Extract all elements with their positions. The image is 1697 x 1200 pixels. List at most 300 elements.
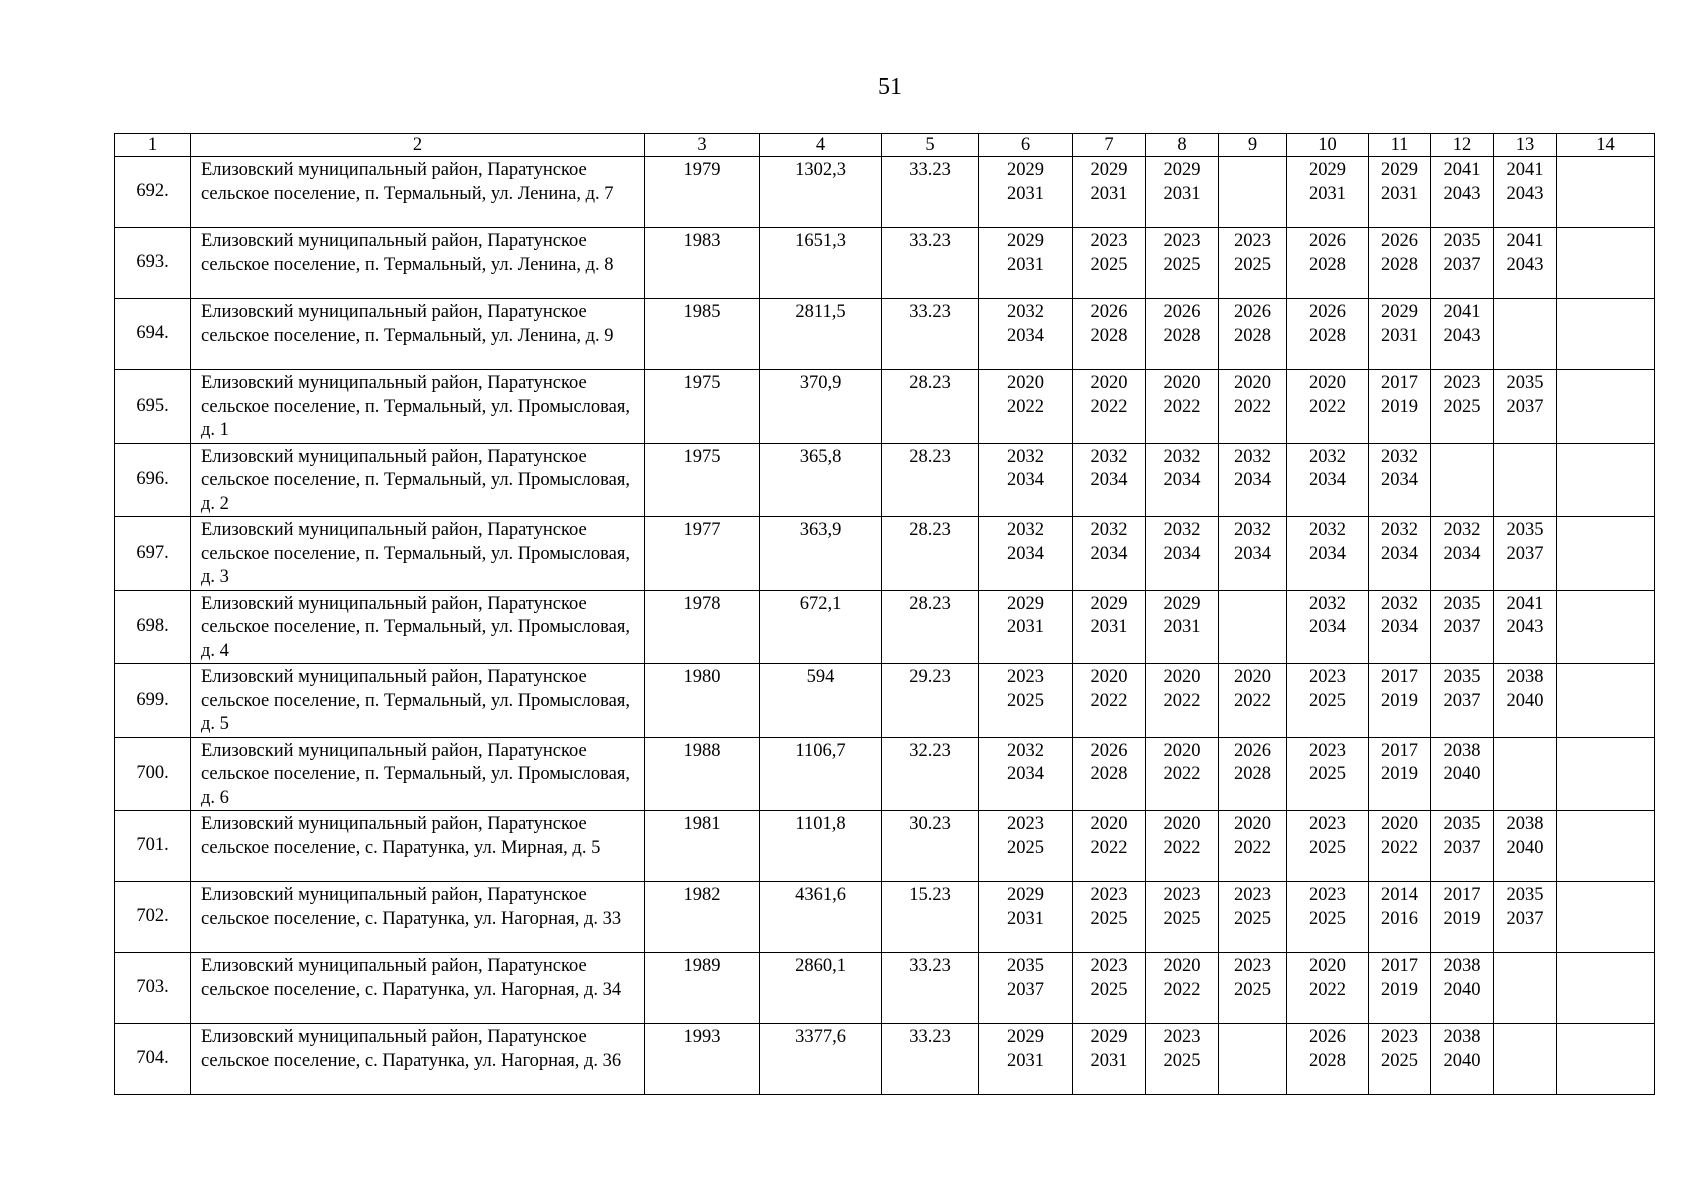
period-end: 2028 xyxy=(1381,254,1418,275)
period-cell xyxy=(1431,953,1494,1024)
address-cell: Елизовский муниципальный район, Паратунское сельское поселение, п. Термальный, ул. Ленина, д. 8 xyxy=(191,228,645,299)
period-start xyxy=(1557,740,1654,764)
period-cell xyxy=(1219,370,1287,444)
period-end: 2034 xyxy=(1163,543,1201,564)
period-cell xyxy=(1431,664,1494,738)
period-end: 2019 xyxy=(1381,764,1418,784)
period-start: 2017 xyxy=(1381,373,1418,393)
period-end: 2037 xyxy=(1506,908,1544,929)
period-end: 2040 xyxy=(1506,690,1544,711)
period-start: 2023 xyxy=(1234,231,1271,251)
period-end xyxy=(1557,616,1654,640)
period-end xyxy=(1219,616,1286,640)
row-number-cell: 699. xyxy=(115,664,191,738)
period-cell xyxy=(1431,370,1494,444)
column-header: 12 xyxy=(1431,134,1494,157)
period-cell xyxy=(1494,370,1557,444)
period-cell xyxy=(1494,882,1557,953)
period-cell xyxy=(1431,157,1494,228)
period-cell xyxy=(1219,953,1287,1024)
code-cell: 28.23 xyxy=(882,517,979,591)
period-start: 2035 xyxy=(1506,520,1544,540)
period-end: 2022 xyxy=(1163,837,1201,858)
period-end: 2037 xyxy=(1443,254,1481,275)
period-end xyxy=(1557,690,1654,714)
period-start: 2023 xyxy=(1309,814,1346,834)
period-end xyxy=(1431,469,1493,493)
period-cell xyxy=(1369,299,1431,370)
period-start xyxy=(1557,372,1654,396)
period-cell xyxy=(1369,157,1431,228)
period-end: 2022 xyxy=(1234,690,1271,711)
column-header: 1 xyxy=(115,134,191,157)
period-start: 2032 xyxy=(1090,520,1128,540)
period-cell xyxy=(1431,882,1494,953)
address-cell: Елизовский муниципальный район, Паратунское сельское поселение, п. Термальный, ул. Промысловая, д. 4 xyxy=(191,590,645,664)
period-cell xyxy=(1146,1024,1219,1095)
period-cell xyxy=(1557,664,1655,738)
period-end: 2022 xyxy=(1309,396,1346,417)
period-end: 2022 xyxy=(1090,690,1128,711)
period-end: 2019 xyxy=(1381,979,1418,1000)
table-row xyxy=(115,664,1655,738)
period-end: 2025 xyxy=(1163,254,1201,275)
table-row xyxy=(115,590,1655,664)
period-start: 2041 xyxy=(1443,302,1481,322)
period-end: 2025 xyxy=(1381,1050,1418,1071)
table-body xyxy=(115,157,1655,1095)
column-header: 13 xyxy=(1494,134,1557,157)
period-end: 2022 xyxy=(1007,396,1044,417)
period-start xyxy=(1219,1026,1286,1050)
address-cell: Елизовский муниципальный район, Паратунское сельское поселение, с. Паратунка, ул. Нагорная, д. 34 xyxy=(191,953,645,1024)
period-cell xyxy=(1369,737,1431,811)
period-cell xyxy=(1146,664,1219,738)
period-cell xyxy=(979,590,1073,664)
period-end: 2034 xyxy=(1090,543,1128,564)
period-start: 2041 xyxy=(1506,593,1544,614)
period-start: 2032 xyxy=(1234,446,1271,467)
year-built-cell: 1979 xyxy=(645,157,760,228)
period-start: 2026 xyxy=(1309,231,1346,251)
area-cell: 672,1 xyxy=(760,590,882,664)
period-cell xyxy=(1287,443,1369,517)
period-end: 2025 xyxy=(1007,690,1044,711)
period-end: 2034 xyxy=(1309,617,1346,637)
period-start: 2032 xyxy=(1381,520,1418,540)
period-end: 2031 xyxy=(1381,325,1418,346)
period-cell xyxy=(1557,443,1655,517)
period-cell xyxy=(1431,1024,1494,1095)
period-cell xyxy=(1557,517,1655,591)
period-cell xyxy=(1369,882,1431,953)
code-cell: 32.23 xyxy=(882,737,979,811)
period-cell xyxy=(1073,664,1146,738)
period-start: 2020 xyxy=(1234,667,1271,687)
period-start: 2029 xyxy=(1381,160,1418,180)
period-cell xyxy=(1557,882,1655,953)
period-end: 2037 xyxy=(1506,543,1544,564)
period-start: 2032 xyxy=(1163,446,1201,467)
period-cell xyxy=(1431,737,1494,811)
period-cell xyxy=(979,1024,1073,1095)
period-cell xyxy=(1287,157,1369,228)
period-cell xyxy=(1073,228,1146,299)
period-end: 2043 xyxy=(1506,617,1544,637)
period-end: 2031 xyxy=(1163,183,1201,204)
period-start: 2026 xyxy=(1090,740,1128,761)
period-cell xyxy=(1219,737,1287,811)
period-end: 2031 xyxy=(1090,1050,1128,1071)
area-cell: 1651,3 xyxy=(760,228,882,299)
period-start: 2017 xyxy=(1381,956,1418,976)
period-start: 2029 xyxy=(1007,1027,1044,1047)
address-cell: Елизовский муниципальный район, Паратунское сельское поселение, п. Термальный, ул. Промысловая, д. 2 xyxy=(191,443,645,517)
year-built-cell: 1980 xyxy=(645,664,760,738)
area-cell: 370,9 xyxy=(760,370,882,444)
period-start: 2020 xyxy=(1234,814,1271,834)
period-start xyxy=(1557,446,1654,470)
period-end xyxy=(1494,469,1556,493)
period-cell xyxy=(979,370,1073,444)
address-cell: Елизовский муниципальный район, Паратунское сельское поселение, п. Термальный, ул. Промысловая, д. 5 xyxy=(191,664,645,738)
period-cell xyxy=(1494,1024,1557,1095)
period-cell xyxy=(1494,737,1557,811)
area-cell: 3377,6 xyxy=(760,1024,882,1095)
period-end xyxy=(1557,183,1654,207)
period-end: 2022 xyxy=(1381,837,1418,858)
period-start: 2032 xyxy=(1007,740,1044,761)
period-cell xyxy=(1073,370,1146,444)
year-built-cell: 1982 xyxy=(645,882,760,953)
year-built-cell: 1981 xyxy=(645,811,760,882)
code-cell: 33.23 xyxy=(882,157,979,228)
period-cell xyxy=(979,443,1073,517)
period-start: 2038 xyxy=(1506,667,1544,687)
period-start: 2023 xyxy=(1163,1027,1201,1047)
period-start: 2020 xyxy=(1007,373,1044,393)
period-end: 2028 xyxy=(1090,325,1128,346)
period-start: 2023 xyxy=(1090,885,1128,905)
address-cell: Елизовский муниципальный район, Паратунское сельское поселение, п. Термальный, ул. Ленина, д. 7 xyxy=(191,157,645,228)
period-cell xyxy=(979,517,1073,591)
address-cell: Елизовский муниципальный район, Паратунское сельское поселение, п. Термальный, ул. Ленина, д. 9 xyxy=(191,299,645,370)
period-start: 2032 xyxy=(1309,593,1346,614)
period-start: 2026 xyxy=(1090,302,1128,322)
row-number-cell: 703. xyxy=(115,953,191,1024)
period-end: 2043 xyxy=(1506,183,1544,204)
period-end: 2037 xyxy=(1506,396,1544,417)
column-header: 14 xyxy=(1557,134,1655,157)
period-cell xyxy=(1287,882,1369,953)
period-cell xyxy=(1557,1024,1655,1095)
period-start: 2026 xyxy=(1309,302,1346,322)
row-number-cell: 695. xyxy=(115,370,191,444)
row-number-cell: 700. xyxy=(115,737,191,811)
period-cell xyxy=(1073,953,1146,1024)
period-cell xyxy=(1146,443,1219,517)
period-cell xyxy=(1287,228,1369,299)
period-cell xyxy=(1494,664,1557,738)
period-cell xyxy=(1287,370,1369,444)
year-built-cell: 1977 xyxy=(645,517,760,591)
period-end: 2016 xyxy=(1381,908,1418,929)
period-cell xyxy=(979,157,1073,228)
period-start: 2020 xyxy=(1163,956,1201,976)
period-end xyxy=(1494,979,1556,1003)
period-start: 2029 xyxy=(1309,160,1346,180)
table-row xyxy=(115,517,1655,591)
period-end: 2037 xyxy=(1443,837,1481,858)
column-header: 9 xyxy=(1219,134,1287,157)
table-row xyxy=(115,370,1655,444)
period-cell xyxy=(1369,443,1431,517)
period-start: 2023 xyxy=(1234,956,1271,976)
period-cell xyxy=(1219,590,1287,664)
period-end: 2022 xyxy=(1234,396,1271,417)
period-start: 2023 xyxy=(1309,740,1346,761)
period-start: 2023 xyxy=(1443,373,1481,393)
period-start: 2020 xyxy=(1309,373,1346,393)
period-end: 2031 xyxy=(1163,617,1201,637)
table-row xyxy=(115,228,1655,299)
period-cell xyxy=(1219,517,1287,591)
period-start: 2020 xyxy=(1163,814,1201,834)
period-end: 2043 xyxy=(1443,325,1481,346)
period-end xyxy=(1494,325,1556,349)
period-start xyxy=(1219,593,1286,617)
table-row xyxy=(115,737,1655,811)
column-header: 6 xyxy=(979,134,1073,157)
period-start xyxy=(1557,519,1654,543)
code-cell: 28.23 xyxy=(882,590,979,664)
period-start: 2023 xyxy=(1163,885,1201,905)
period-start: 2032 xyxy=(1163,520,1201,540)
period-end: 2031 xyxy=(1309,183,1346,204)
period-cell xyxy=(1557,370,1655,444)
period-end: 2040 xyxy=(1443,764,1481,784)
period-cell xyxy=(1073,517,1146,591)
period-start: 2023 xyxy=(1090,956,1128,976)
period-start: 2032 xyxy=(1309,520,1346,540)
period-end: 2028 xyxy=(1090,764,1128,784)
year-built-cell: 1978 xyxy=(645,590,760,664)
period-end xyxy=(1219,1050,1286,1074)
area-cell: 1101,8 xyxy=(760,811,882,882)
period-cell xyxy=(1431,443,1494,517)
period-end: 2025 xyxy=(1309,837,1346,858)
area-cell: 1106,7 xyxy=(760,737,882,811)
period-cell xyxy=(1369,590,1431,664)
period-end: 2025 xyxy=(1163,1050,1201,1071)
period-cell xyxy=(1557,811,1655,882)
period-start: 2020 xyxy=(1163,740,1201,761)
period-cell xyxy=(1146,953,1219,1024)
period-end: 2022 xyxy=(1163,396,1201,417)
period-start xyxy=(1431,446,1493,470)
code-cell: 29.23 xyxy=(882,664,979,738)
period-start: 2017 xyxy=(1381,740,1418,761)
period-start: 2035 xyxy=(1506,373,1544,393)
period-start: 2029 xyxy=(1163,160,1201,180)
period-start xyxy=(1219,159,1286,183)
period-start: 2038 xyxy=(1443,740,1481,761)
period-cell xyxy=(1219,1024,1287,1095)
period-cell xyxy=(1494,517,1557,591)
period-start: 2023 xyxy=(1234,885,1271,905)
row-number-cell: 694. xyxy=(115,299,191,370)
address-cell: Елизовский муниципальный район, Паратунское сельское поселение, с. Паратунка, ул. Мирная, д. 5 xyxy=(191,811,645,882)
period-start: 2017 xyxy=(1381,667,1418,687)
period-end: 2031 xyxy=(1007,183,1044,204)
period-end: 2034 xyxy=(1090,470,1128,490)
period-end: 2025 xyxy=(1163,908,1201,929)
period-end xyxy=(1557,325,1654,349)
row-number-cell: 701. xyxy=(115,811,191,882)
period-cell xyxy=(1073,443,1146,517)
period-cell xyxy=(1557,737,1655,811)
row-number-cell: 697. xyxy=(115,517,191,591)
period-start: 2041 xyxy=(1443,160,1481,180)
period-end xyxy=(1494,763,1556,787)
page-number: 51 xyxy=(878,74,902,100)
period-start: 2023 xyxy=(1090,231,1128,251)
period-start: 2032 xyxy=(1234,520,1271,540)
column-header: 7 xyxy=(1073,134,1146,157)
period-end: 2025 xyxy=(1090,908,1128,929)
code-cell: 30.23 xyxy=(882,811,979,882)
period-end xyxy=(1557,543,1654,567)
row-number-cell: 704. xyxy=(115,1024,191,1095)
period-start: 2032 xyxy=(1007,302,1044,322)
area-cell: 365,8 xyxy=(760,443,882,517)
period-end: 2037 xyxy=(1443,690,1481,711)
period-end: 2025 xyxy=(1090,254,1128,275)
period-cell xyxy=(1073,1024,1146,1095)
year-built-cell: 1989 xyxy=(645,953,760,1024)
period-end: 2025 xyxy=(1309,690,1346,711)
address-cell: Елизовский муниципальный район, Паратунское сельское поселение, п. Термальный, ул. Промысловая, д. 1 xyxy=(191,370,645,444)
period-end xyxy=(1557,254,1654,278)
period-end xyxy=(1557,979,1654,1003)
code-cell: 28.23 xyxy=(882,370,979,444)
housing-register-table xyxy=(114,133,1655,1095)
area-cell: 2860,1 xyxy=(760,953,882,1024)
period-end xyxy=(1557,908,1654,932)
header-row xyxy=(115,134,1655,157)
period-end: 2034 xyxy=(1381,543,1418,564)
period-start: 2014 xyxy=(1381,885,1418,905)
period-start: 2029 xyxy=(1007,593,1044,614)
period-end: 2028 xyxy=(1234,764,1271,784)
area-cell: 363,9 xyxy=(760,517,882,591)
period-end: 2034 xyxy=(1007,764,1044,784)
period-start: 2020 xyxy=(1090,373,1128,393)
period-end xyxy=(1557,469,1654,493)
period-end: 2040 xyxy=(1443,1050,1481,1071)
period-end: 2028 xyxy=(1309,325,1346,346)
period-start: 2032 xyxy=(1381,593,1418,614)
period-start: 2023 xyxy=(1007,667,1044,687)
period-start: 2038 xyxy=(1443,956,1481,976)
period-start: 2032 xyxy=(1090,446,1128,467)
period-cell xyxy=(979,811,1073,882)
code-cell: 33.23 xyxy=(882,299,979,370)
period-start xyxy=(1557,1026,1654,1050)
period-cell xyxy=(979,664,1073,738)
period-start: 2032 xyxy=(1309,446,1346,467)
period-start xyxy=(1557,301,1654,325)
period-start xyxy=(1494,1026,1556,1050)
period-cell xyxy=(1146,370,1219,444)
period-start: 2020 xyxy=(1090,667,1128,687)
period-start: 2020 xyxy=(1381,814,1418,834)
period-start: 2029 xyxy=(1090,160,1128,180)
table-row xyxy=(115,443,1655,517)
period-end: 2043 xyxy=(1506,254,1544,275)
period-end: 2031 xyxy=(1007,617,1044,637)
period-end: 2022 xyxy=(1163,764,1201,784)
period-start xyxy=(1557,813,1654,837)
period-cell xyxy=(1369,517,1431,591)
period-cell xyxy=(1557,590,1655,664)
period-end: 2043 xyxy=(1443,183,1481,204)
period-cell xyxy=(1073,811,1146,882)
year-built-cell: 1975 xyxy=(645,443,760,517)
period-end: 2034 xyxy=(1163,470,1201,490)
period-cell xyxy=(1073,737,1146,811)
period-start: 2029 xyxy=(1163,593,1201,614)
period-cell xyxy=(1146,737,1219,811)
period-cell xyxy=(1557,299,1655,370)
period-cell xyxy=(1073,882,1146,953)
period-cell xyxy=(1431,228,1494,299)
address-cell: Елизовский муниципальный район, Паратунское сельское поселение, п. Термальный, ул. Промысловая, д. 6 xyxy=(191,737,645,811)
period-start: 2023 xyxy=(1007,814,1044,834)
period-cell xyxy=(1287,811,1369,882)
year-built-cell: 1975 xyxy=(645,370,760,444)
period-end: 2025 xyxy=(1090,979,1128,1000)
period-start: 2020 xyxy=(1234,373,1271,393)
period-end: 2025 xyxy=(1234,254,1271,275)
period-start: 2020 xyxy=(1309,956,1346,976)
period-cell xyxy=(1146,590,1219,664)
period-start xyxy=(1494,955,1556,979)
period-end xyxy=(1557,837,1654,861)
year-built-cell: 1988 xyxy=(645,737,760,811)
period-start: 2026 xyxy=(1234,740,1271,761)
address-cell: Елизовский муниципальный район, Паратунское сельское поселение, с. Паратунка, ул. Нагорная, д. 36 xyxy=(191,1024,645,1095)
period-end: 2019 xyxy=(1443,908,1481,929)
period-start: 2035 xyxy=(1007,956,1044,976)
code-cell: 33.23 xyxy=(882,228,979,299)
period-end: 2025 xyxy=(1309,764,1346,784)
period-start: 2020 xyxy=(1163,373,1201,393)
year-built-cell: 1983 xyxy=(645,228,760,299)
code-cell: 15.23 xyxy=(882,882,979,953)
period-cell xyxy=(1494,299,1557,370)
period-end: 2022 xyxy=(1090,837,1128,858)
period-end: 2031 xyxy=(1007,254,1044,275)
period-start: 2041 xyxy=(1506,160,1544,180)
period-end: 2034 xyxy=(1443,543,1481,564)
period-cell xyxy=(1494,443,1557,517)
period-cell xyxy=(1219,811,1287,882)
period-end: 2025 xyxy=(1309,908,1346,929)
period-start xyxy=(1557,884,1654,908)
table-row xyxy=(115,157,1655,228)
period-cell xyxy=(1146,157,1219,228)
